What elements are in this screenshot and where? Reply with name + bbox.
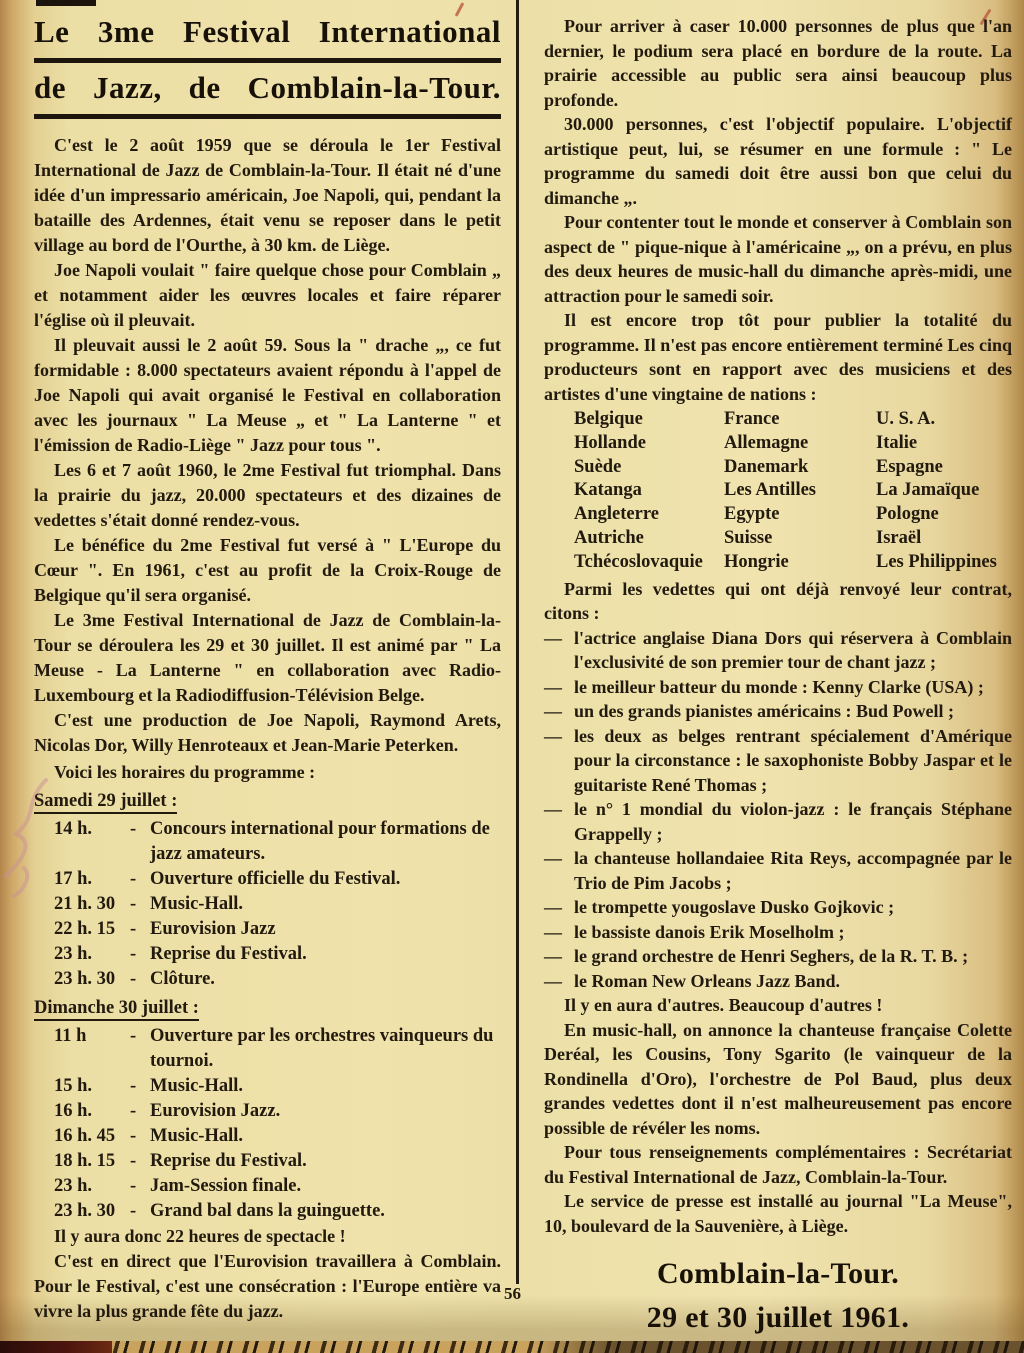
schedule-time: 16 h. 45 <box>54 1125 116 1146</box>
closing-line2: 29 et 30 juillet 1961. <box>646 1301 910 1335</box>
country-cell: Hollande <box>574 432 646 453</box>
schedule-dash: - <box>130 1150 137 1171</box>
article-title <box>34 14 501 119</box>
schedule-row <box>34 942 501 967</box>
country-cell: Belgique <box>574 409 643 429</box>
country-cell: Les Antilles <box>724 480 816 501</box>
schedule-row <box>34 967 501 992</box>
schedule-dash: - <box>130 893 137 914</box>
country-cell: Allemagne <box>724 432 809 453</box>
bottom-strip <box>0 1341 1024 1353</box>
country-cell: Angleterre <box>574 504 659 525</box>
vedette-text: le Roman New Orleans Jazz Band. <box>574 970 840 991</box>
country-cell: Tchécoslovaquie <box>574 551 703 572</box>
schedule-row <box>34 892 501 917</box>
sunday-heading: Dimanche 30 juillet : <box>34 998 501 1019</box>
paragraph: Le service de presse est installé au journal "La Meuse", 10, boulevard de la Sauvenière, à Liège. <box>544 1191 1012 1236</box>
schedule-row <box>34 1149 501 1174</box>
countries-table <box>574 408 1012 575</box>
vedette-dash: — <box>544 946 562 967</box>
country-cell: U. S. A. <box>876 409 936 429</box>
schedule-time: 23 h. <box>54 943 93 964</box>
vedette-text: le n° 1 mondial du violon-jazz : le français Stéphane Grappelly ; <box>574 799 1012 844</box>
schedule-time: 11 h <box>54 1025 87 1046</box>
vedette-dash: — <box>544 799 562 820</box>
schedule-desc: Ouverture officielle du Festival. <box>150 868 401 889</box>
vedette-dash: — <box>544 921 562 942</box>
vedette-text: la chanteuse hollandaiee Rita Reys, accompagnée par le Trio de Pim Jacobs ; <box>574 848 1012 893</box>
paragraph: 30.000 personnes, c'est l'objectif populaire. L'objectif artistique peut, lui, se résumer en une formule : " Le programme du samedi doit être aussi bon que celui du dimanche „. <box>544 114 1012 208</box>
country-cell: Italie <box>876 432 918 453</box>
paragraph: C'est en direct que l'Eurovision travaillera à Comblain. Pour le Festival, c'est une consécration : l'Europe entière va vivre la plus grande fête du jazz. <box>34 1250 501 1321</box>
article-title-line2: de Jazz, de Comblain-la-Tour. <box>34 69 501 105</box>
title-rule <box>34 58 501 63</box>
article-title-line1: Le 3me Festival International <box>34 14 501 49</box>
vedette-dash: — <box>544 627 562 648</box>
schedule-row <box>34 1174 501 1199</box>
schedule-desc: Music-Hall. <box>150 1075 244 1096</box>
schedule-desc: Jam-Session finale. <box>150 1175 302 1196</box>
country-cell: Suisse <box>724 527 773 548</box>
country-cell: Suède <box>574 456 622 477</box>
vedette-item <box>544 895 1012 920</box>
country-cell: Les Philippines <box>876 551 997 572</box>
saturday-heading: Samedi 29 juillet : <box>34 791 501 812</box>
country-cell: Israël <box>876 527 922 548</box>
vedette-text: l'actrice anglaise Diana Dors qui réservera à Comblain l'exclusivité de son premier tour de chant jazz ; <box>574 627 1012 673</box>
schedule-time: 23 h. 30 <box>54 968 116 989</box>
paragraph: Joe Napoli voulait " faire quelque chose pour Comblain „ et notamment aider les œuvres locales et faire réparer l'église où il pleuvait. <box>34 259 501 330</box>
country-cell: Katanga <box>574 480 642 501</box>
schedule-dash: - <box>130 968 137 989</box>
vedette-text: un des grands pianistes américains : Bud Powell ; <box>574 701 955 722</box>
schedule-row <box>34 1199 501 1224</box>
vedette-item <box>544 626 1012 675</box>
country-cell: Espagne <box>876 456 943 477</box>
schedule-time: 23 h. 30 <box>54 1200 116 1221</box>
schedule-time: 21 h. 30 <box>54 893 116 914</box>
schedule-desc: Music-Hall. <box>150 893 244 914</box>
vedette-text: le bassiste danois Erik Moselholm ; <box>574 921 845 942</box>
closing-banner <box>544 1252 1012 1340</box>
schedule-row <box>34 1099 501 1124</box>
schedule-dash: - <box>130 868 137 889</box>
schedule-desc: Grand bal dans la guinguette. <box>150 1200 385 1221</box>
schedule-dash: - <box>130 1100 137 1121</box>
schedule-dash: - <box>130 818 137 839</box>
vedettes-intro: Parmi les vedettes qui ont déjà renvoyé leur contrat, citons : <box>544 578 1012 624</box>
vedette-item <box>544 724 1012 798</box>
vedette-item <box>544 846 1012 895</box>
paragraph: Il y en aura d'autres. Beaucoup d'autres ! <box>564 995 883 1016</box>
paragraph: Il pleuvait aussi le 2 août 59. Sous la " drache „, ce fut formidable : 8.000 spectateurs avaient répondu à l'appel de Joe Napoli qui avait organisé le Festival en collaboration avec les journaux " La Meuse „ et " La Lanterne " et l'émission de Radio-Liège " Jazz pour tous ". <box>34 334 501 455</box>
country-cell: Hongrie <box>724 551 789 572</box>
vedette-item <box>544 675 1012 700</box>
schedule-time: 15 h. <box>54 1075 93 1096</box>
vedette-item <box>544 969 1012 994</box>
top-edge-print-fragment <box>36 0 96 6</box>
schedule-desc: Music-Hall. <box>150 1125 244 1146</box>
schedule-dash: - <box>130 1175 137 1196</box>
schedule-time: 17 h. <box>54 868 93 889</box>
paragraph: Le bénéfice du 2me Festival fut versé à " L'Europe du Cœur ". En 1961, c'est au profit de la Croix-Rouge de Belgique qu'il sera organisé. <box>34 534 501 605</box>
schedule-desc: Ouverture par les orchestres vainqueurs du tournoi. <box>150 1025 494 1071</box>
schedule-row <box>34 917 501 942</box>
country-cell: La Jamaïque <box>876 480 980 501</box>
schedule-time: 18 h. 15 <box>54 1150 116 1171</box>
schedule-row <box>34 1074 501 1099</box>
vedette-item <box>544 944 1012 969</box>
vedette-text: le meilleur batteur du monde : Kenny Clarke (USA) ; <box>574 676 984 697</box>
country-cell: France <box>724 409 780 429</box>
schedule-dash: - <box>130 918 137 939</box>
schedule-desc: Eurovision Jazz. <box>150 1100 281 1121</box>
vedette-item <box>544 797 1012 846</box>
vedette-dash: — <box>544 970 562 991</box>
country-cell: Autriche <box>574 527 644 548</box>
schedule-intro: Voici les horaires du programme : <box>54 761 316 782</box>
schedule-dash: - <box>130 1025 137 1046</box>
schedule-desc: Concours international pour formations de jazz amateurs. <box>150 818 490 864</box>
schedule-time: 22 h. 15 <box>54 918 116 939</box>
paragraph: C'est le 2 août 1959 que se déroula le 1er Festival International de Jazz de Comblain-la-Tour. Il était né d'une idée d'un impressario américain, Joe Napoli, qui, pendant la bataille des Ardennes, était venu se reposer dans le petit village au bord de l'Ourthe, à 30 km. de Liège. <box>34 134 501 255</box>
country-cell: Pologne <box>876 504 939 525</box>
schedule-time: 16 h. <box>54 1100 93 1121</box>
schedule-time: 23 h. <box>54 1175 93 1196</box>
paragraph: Il est encore trop tôt pour publier la totalité du programme. Il n'est pas encore entièrement terminé Les cinq producteurs sont en rapport avec des musiciens et des artistes d'une vingtaine de nations : <box>544 310 1012 404</box>
vedette-dash: — <box>544 897 562 918</box>
right-column <box>544 14 1012 1340</box>
vedette-item <box>544 920 1012 945</box>
schedule-desc: Clôture. <box>150 968 215 989</box>
paragraph: Pour contenter tout le monde et conserver à Comblain son aspect de " pique-nique à l'américaine „, on a prévu, en plus des deux heures de music-hall du dimanche après-midi, une attraction pour le samedi soir. <box>544 212 1012 306</box>
vedette-dash: — <box>544 701 562 722</box>
next-page-edge <box>0 1341 1024 1353</box>
paragraph: Les 6 et 7 août 1960, le 2me Festival fut triomphal. Dans la prairie du jazz, 20.000 spectateurs et des dizaines de vedettes s'était donné rendez-vous. <box>34 459 501 530</box>
vedette-item <box>544 699 1012 724</box>
schedule-desc: Reprise du Festival. <box>150 1150 307 1171</box>
title-rule <box>34 114 501 119</box>
vedette-dash: — <box>544 725 562 746</box>
schedule-desc: Reprise du Festival. <box>150 943 307 964</box>
paragraph: Pour arriver à caser 10.000 personnes de plus que l'an dernier, le podium sera placé en bordure de la route. La prairie accessible au public sera ainsi beaucoup plus profonde. <box>544 16 1012 110</box>
schedule-row <box>34 1024 501 1074</box>
vedette-text: le trompette yougoslave Dusko Gojkovic ; <box>574 897 895 918</box>
vedette-dash: — <box>544 848 562 869</box>
closing-line1: Comblain-la-Tour. <box>656 1257 900 1291</box>
paragraph: Il y aura donc 22 heures de spectacle ! <box>54 1225 346 1246</box>
left-column <box>34 14 501 1324</box>
page-number: 56 <box>504 1284 521 1303</box>
paragraph: Pour tous renseignements complémentaires : Secrétariat du Festival International de Jazz, Comblain-la-Tour. <box>544 1142 1012 1187</box>
schedule-row <box>34 817 501 867</box>
next-page-edge-dark <box>0 1341 112 1353</box>
schedule-dash: - <box>130 943 137 964</box>
schedule-desc: Eurovision Jazz <box>150 918 276 939</box>
vedette-text: les deux as belges rentrant spécialement d'Amérique pour la circonstance : le saxophoniste Bobby Jaspar et le guitariste René Thomas ; <box>574 725 1012 795</box>
schedule-row <box>34 867 501 892</box>
vedette-text: le grand orchestre de Henri Seghers, de la R. T. B. ; <box>574 946 969 967</box>
paragraph: C'est une production de Joe Napoli, Raymond Arets, Nicolas Dor, Willy Henroteaux et Jean-Marie Peterken. <box>34 709 501 755</box>
column-divider-rule <box>516 0 519 1284</box>
paragraph: En music-hall, on annonce la chanteuse française Colette Deréal, les Cousins, Tony Sgarito (le vainqueur de la Rondinella d'Oro), l'orchestre de Pol Baud, plus deux grandes vedettes dont il n'est malheureusement pas encore possible de révéler les noms. <box>544 1019 1012 1138</box>
schedule-dash: - <box>130 1075 137 1096</box>
schedule-dash: - <box>130 1200 137 1221</box>
vedette-dash: — <box>544 676 562 697</box>
schedule-dash: - <box>130 1125 137 1146</box>
schedule-time: 14 h. <box>54 818 93 839</box>
schedule-row <box>34 1124 501 1149</box>
paragraph: Le 3me Festival International de Jazz de Comblain-la-Tour se déroulera les 29 et 30 juillet. Il est animé par " La Meuse - La Lanterne " en collaboration avec Radio-Luxembourg et la Radiodiffusion-Télévision Belge. <box>34 609 501 705</box>
country-cell: Danemark <box>724 456 809 477</box>
country-cell: Egypte <box>724 504 780 525</box>
